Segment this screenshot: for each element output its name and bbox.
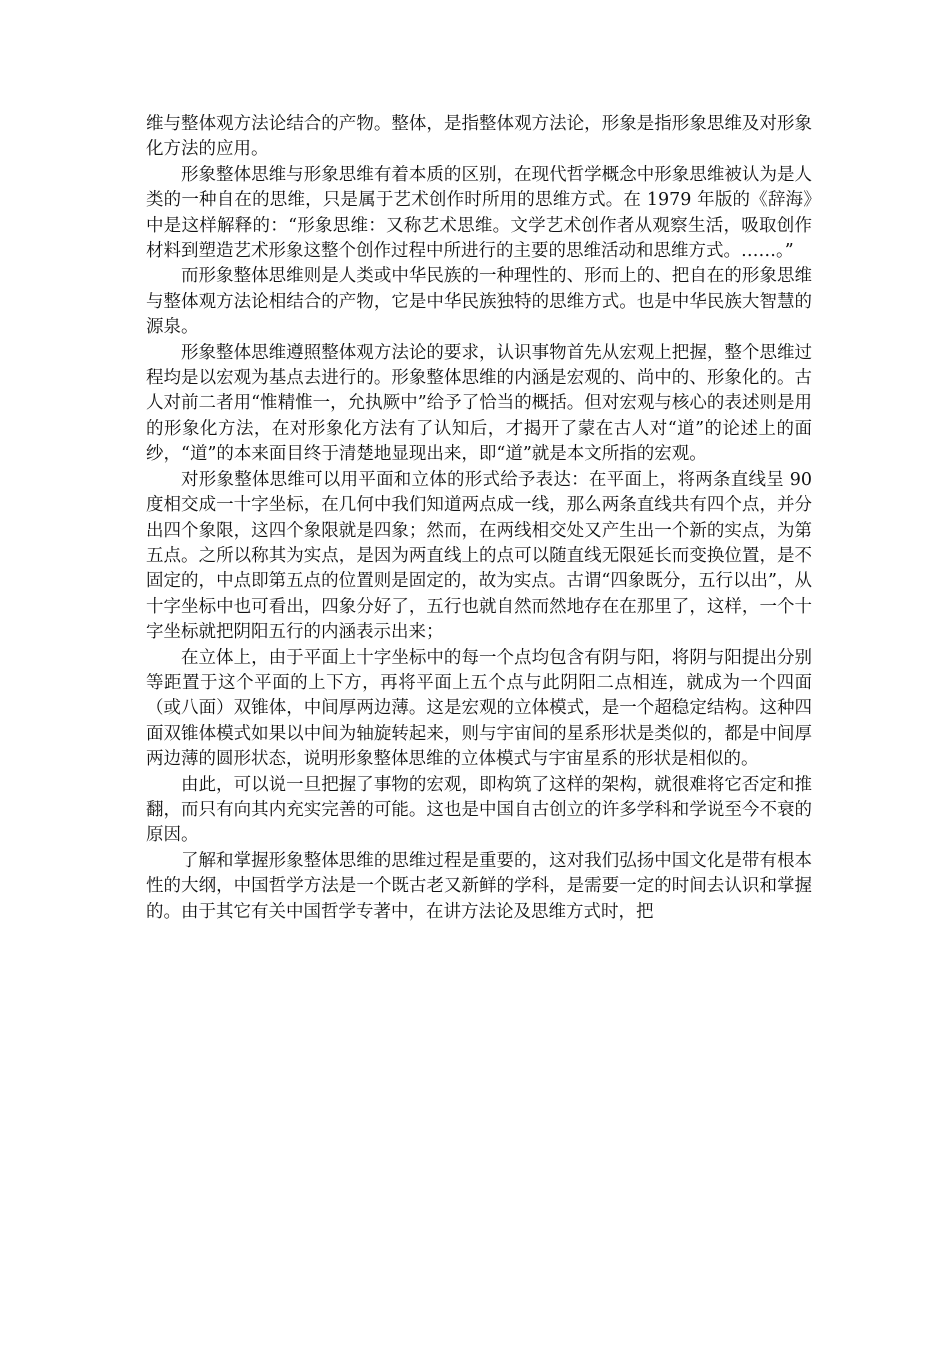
paragraph-continuation: 维与整体观方法论结合的产物。整体，是指整体观方法论，形象是指形象思维及对形象化方法的应用。	[146, 114, 812, 160]
paragraph: 对形象整体思维可以用平面和立体的形式给予表达：在平面上，将两条直线呈 90 度相交成一十字坐标，在几何中我们知道两点成一线，那么两条直线共有四个点，并分出四个象限，这四个象限就是四象；然而，在两线相交处又产生出一个新的实点，为第五点。之所以称其为实点，是因为两直线上的点可以随直线无限延长而变换位置，是不固定的，中点即第五点的位置则是固定的，故为实点。古谓“四象既分，五行以出”，从十字坐标中也可看出，四象分好了，五行也就自然而然地存在在那里了，这样，一个十字坐标就把阴阳五行的内涵表示出来；	[146, 469, 812, 643]
paragraph: 在立体上，由于平面上十字坐标中的每一个点均包含有阴与阳，将阴与阳提出分别等距置于这个平面的上下方，再将平面上五个点与此阴阳二点相连，就成为一个四面（或八面）双锥体，中间厚两边薄。这是宏观的立体模式，是一个超稳定结构。这种四面双锥体模式如果以中间为轴旋转起来，则与宇宙间的星系形状是类似的，都是中间厚两边薄的圆形状态，说明形象整体思维的立体模式与宇宙星系的形状是相似的。	[146, 647, 812, 770]
paragraph: 由此，可以说一旦把握了事物的宏观，即构筑了这样的架构，就很难将它否定和推翻，而只有向其内充实完善的可能。这也是中国自古创立的许多学科和学说至今不衰的原因。	[146, 774, 812, 846]
paragraph: 形象整体思维遵照整体观方法论的要求，认识事物首先从宏观上把握，整个思维过程均是以宏观为基点去进行的。形象整体思维的内涵是宏观的、尚中的、形象化的。古人对前二者用“惟精惟一，允执厥中”给予了恰当的概括。但对宏观与核心的表述则是用的形象化方法，在对形象化方法有了认知后，才揭开了蒙在古人对“道”的论述上的面纱，“道”的本来面目终于清楚地显现出来，即“道”就是本文所指的宏观。	[146, 342, 812, 465]
paragraph: 形象整体思维与形象思维有着本质的区别，在现代哲学概念中形象思维被认为是人类的一种自在的思维，只是属于艺术创作时所用的思维方式。在 1979 年版的《辞海》中是这样解释的：“形象思维：又称艺术思维。文学艺术创作者从观察生活，吸取创作材料到塑造艺术形象这整个创作过程中所进行的主要的思维活动和思维方式。……。”	[146, 164, 812, 262]
paragraph: 而形象整体思维则是人类或中华民族的一种理性的、形而上的、把自在的形象思维与整体观方法论相结合的产物，它是中华民族独特的思维方式。也是中华民族大智慧的源泉。	[146, 266, 812, 338]
paragraph: 了解和掌握形象整体思维的思维过程是重要的，这对我们弘扬中国文化是带有根本性的大纲，中国哲学方法是一个既古老又新鲜的学科，是需要一定的时间去认识和掌握的。由于其它有关中国哲学专著中，在讲方法论及思维方式时，把	[146, 850, 812, 922]
document-body	[146, 112, 812, 925]
